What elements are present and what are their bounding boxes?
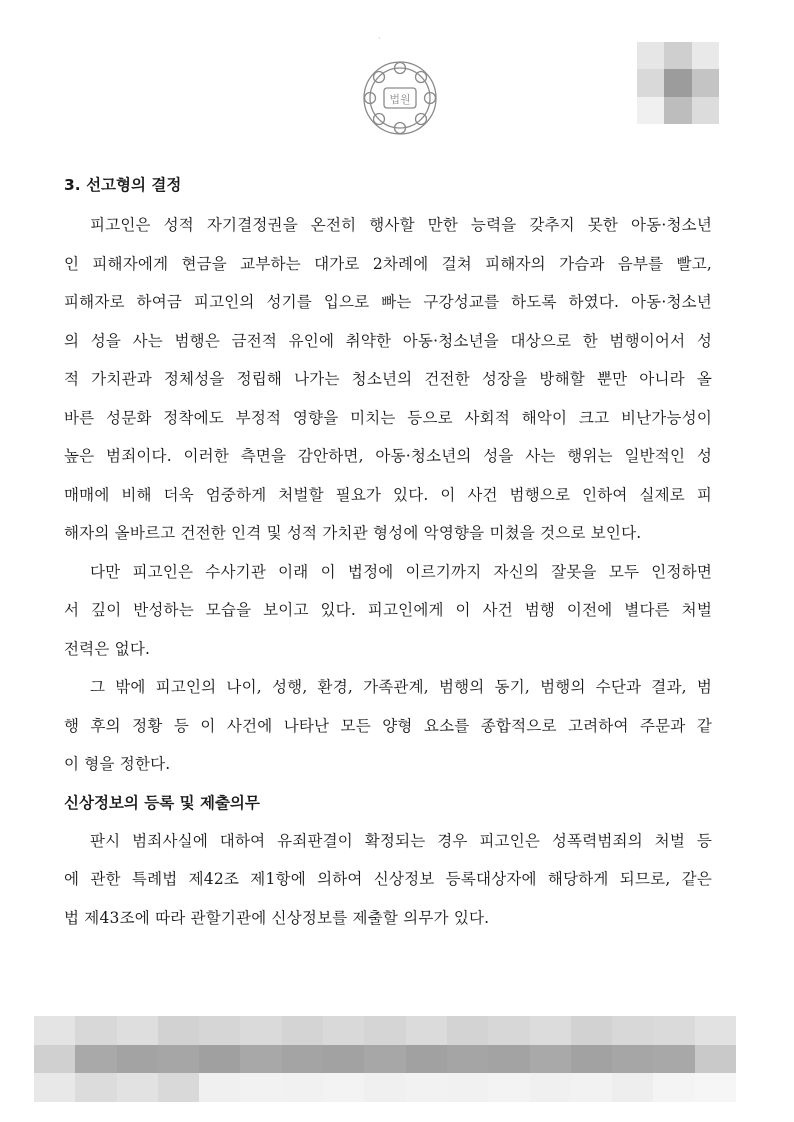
text-line: 행 후의 정황 등 이 사건에 나타난 모든 양형 요소를 종합적으로 고려하여 주문과 같 [64,716,712,735]
text-line: 매매에 비해 더욱 엄중하게 처벌할 필요가 있다. 이 사건 범행으로 인하여 실제로 피 [64,485,712,504]
text-line: 그 밖에 피고인의 나이, 성행, 환경, 가족관계, 범행의 동기, 범행의 수단과 결과, 범 [90,678,712,696]
text-line: 전력은 없다. [64,639,151,658]
paragraph-registration-duty [64,822,712,938]
court-seal [360,58,440,138]
text-line: 법 제43조에 따라 관할기관에 신상정보를 제출할 의무가 있다. [64,908,490,927]
text-line: 바른 성문화 정착에도 부정적 영향을 미치는 등으로 사회적 해악이 크고 비난가능성이 [64,408,712,427]
text-line: 적 가치관과 정체성을 정립해 나가는 청소년의 건전한 성장을 방해할 뿐만 아니라 올 [64,370,712,388]
text-line: 높은 범죄이다. 이러한 측면을 감안하면, 아동·청소년의 성을 사는 행위는 일반적인 성 [64,447,712,465]
section-3-title: 3. 선고형의 결정 [64,176,182,194]
redacted-footer-mosaic [34,1016,736,1102]
text-line: 해자의 올바르고 건전한 인격 및 성적 가치관 형성에 악영향을 미쳤을 것으로 보인다. [64,524,642,542]
court-seal-text: 법원 [389,93,411,106]
text-line: 인 피해자에게 현금을 교부하는 대가로 2차례에 걸쳐 피해자의 가슴과 음부를 빨고, [64,254,712,273]
scan-speck: · [378,34,381,43]
section-registration-title: 신상정보의 등록 및 제출의무 [64,793,260,812]
text-line: 이 형을 정한다. [64,755,171,773]
text-line: 다만 피고인은 수사기관 이래 이 법정에 이르기까지 자신의 잘못을 모두 인정하면 [90,562,712,581]
text-line: 에 관한 특례법 제42조 제1항에 의하여 신상정보 등록대상자에 해당하게 되므로, 같은 [64,870,712,888]
text-line: 피고인은 성적 자기결정권을 온전히 행사할 만한 능력을 갖추지 못한 아동·청소년 [90,216,712,234]
text-line: 판시 범죄사실에 대하여 유죄판결이 확정되는 경우 피고인은 성폭력범죄의 처벌 등 [90,831,712,850]
text-line: 피해자로 하여금 피고인의 성기를 입으로 빠는 구강성교를 하도록 하였다. 아동·청소년 [64,293,712,311]
paragraph-crime-gravity [64,206,712,553]
text-line: 의 성을 사는 범행은 금전적 유인에 취약한 아동·청소년을 대상으로 한 범행이어서 성 [64,331,712,350]
text-line: 서 깊이 반성하는 모습을 보이고 있다. 피고인에게 이 사건 범행 이전에 별다른 처벌 [64,601,712,619]
redacted-stamp-mosaic [637,42,719,124]
paragraph-mitigation [64,553,712,669]
paragraph-sentencing-factors [64,668,712,784]
document-body [64,166,712,937]
